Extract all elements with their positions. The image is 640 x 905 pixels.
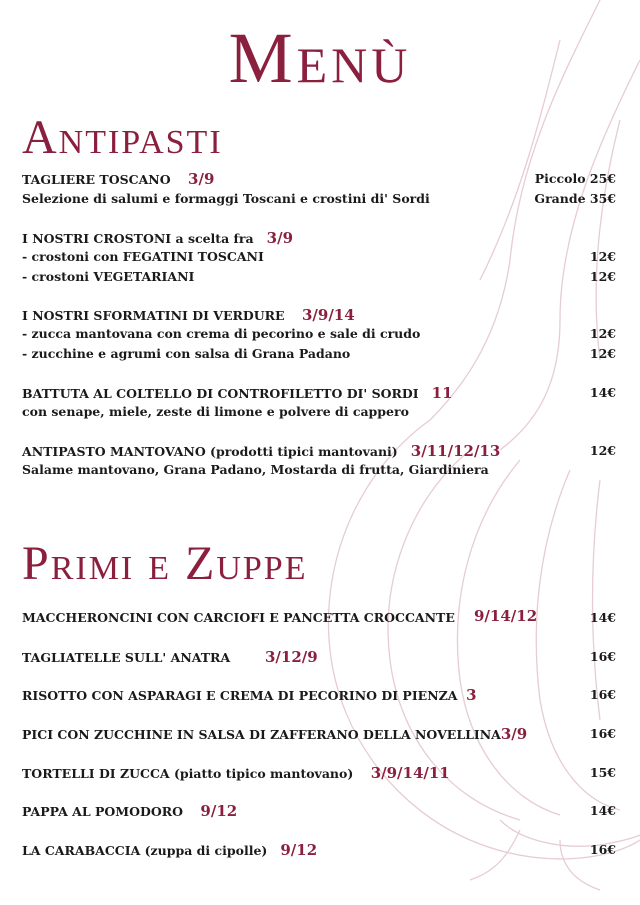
menu-item-sformatini [22, 306, 355, 325]
menu-item-risotto [22, 686, 477, 705]
page-title: Menù [228, 18, 412, 98]
allergen-code: 9/14/12 [474, 607, 538, 625]
item-price: Piccolo 25€ [534, 171, 616, 186]
item-price: 16€ [589, 687, 616, 702]
menu-item-crostoni [22, 229, 293, 248]
item-price: 14€ [589, 803, 616, 818]
item-option: - crostoni VEGETARIANI [22, 269, 195, 284]
menu-item-pappa [22, 802, 237, 821]
menu-item-tagliere [22, 170, 214, 189]
item-name: I NOSTRI SFORMATINI DI VERDURE [22, 308, 285, 323]
item-price: 16€ [589, 842, 616, 857]
item-price: 12€ [589, 443, 616, 458]
item-description: con senape, miele, zeste di limone e polvere di cappero [22, 404, 409, 419]
menu-item-antipasto-mantovano [22, 442, 500, 461]
allergen-code: 3/9 [188, 170, 215, 188]
section-title-antipasti: Antipasti [22, 111, 223, 164]
item-name: TORTELLI DI ZUCCA (piatto tipico mantovano) [22, 766, 354, 781]
menu-item-pici [22, 725, 527, 744]
allergen-code: 3/9/14 [301, 306, 355, 324]
item-name: ANTIPASTO MANTOVANO (prodotti tipici mantovani) [22, 444, 398, 459]
item-description: Salame mantovano, Grana Padano, Mostarda di frutta, Giardiniera [22, 462, 489, 477]
item-name: LA CARABACCIA (zuppa di cipolle) [22, 843, 268, 858]
menu-item-carabaccia [22, 841, 317, 860]
allergen-code: 3/12/9 [264, 648, 318, 666]
item-price: 16€ [589, 649, 616, 664]
item-price: Grande 35€ [534, 191, 616, 206]
item-price: 12€ [589, 326, 616, 341]
item-name: PICI CON ZUCCHINE IN SALSA DI ZAFFERANO DELLA NOVELLINA [22, 727, 501, 742]
allergen-code: 11 [431, 384, 453, 402]
item-price: 16€ [589, 726, 616, 741]
item-price: 12€ [589, 269, 616, 284]
item-name: RISOTTO CON ASPARAGI E CREMA DI PECORINO DI PIENZA [22, 688, 458, 703]
section-title-primi: Primi e Zuppe [22, 537, 308, 590]
item-name: PAPPA AL POMODORO [22, 804, 183, 819]
menu-item-tagliatelle [22, 648, 318, 667]
item-name: BATTUTA AL COLTELLO DI CONTROFILETTO DI' SORDI [22, 386, 419, 401]
menu-item-tortelli [22, 764, 450, 783]
item-description: Selezione di salumi e formaggi Toscani e crostini di' Sordi [22, 191, 430, 206]
allergen-code: 3/9/14/11 [370, 764, 450, 782]
allergen-code: 3/9 [266, 229, 294, 247]
item-option: - zucchine e agrumi con salsa di Grana Padano [22, 346, 351, 361]
allergen-code: 9/12 [200, 802, 238, 820]
item-price: 14€ [589, 610, 616, 625]
item-name: TAGLIERE TOSCANO [22, 172, 171, 187]
item-option: - crostoni con FEGATINI TOSCANI [22, 249, 264, 264]
allergen-code: 3/11/12/13 [410, 442, 501, 460]
allergen-code: 3 [466, 686, 477, 704]
item-option: - zucca mantovana con crema di pecorino e sale di crudo [22, 326, 421, 341]
item-name: I NOSTRI CROSTONI a scelta fra [22, 231, 254, 246]
item-price: 14€ [589, 385, 616, 400]
allergen-code: 3/9 [500, 725, 528, 743]
allergen-code: 9/12 [280, 841, 318, 859]
item-price: 12€ [589, 346, 616, 361]
item-price: 15€ [589, 765, 616, 780]
item-name: TAGLIATELLE SULL' ANATRA [22, 650, 231, 665]
menu-item-maccheroncini: MACCHERONCINI CON CARCIOFI E PANCETTA CROCCANTE [22, 610, 455, 625]
menu-item-battuta [22, 384, 453, 403]
item-price: 12€ [589, 249, 616, 264]
